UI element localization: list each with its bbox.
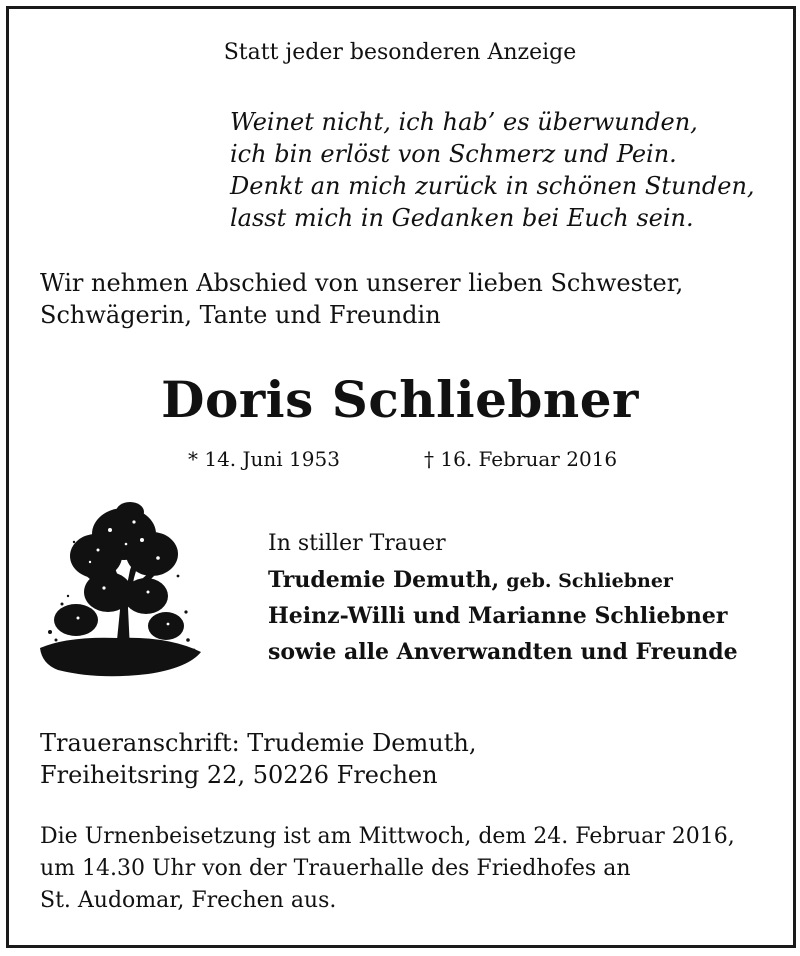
deceased-name: Doris Schliebner (161, 370, 639, 429)
poem-line: Weinet nicht, ich hab’ es überwunden, (230, 108, 698, 136)
address-line: Freiheitsring 22, 50226 Frechen (40, 761, 438, 789)
mourner-line: sowie alle Anverwandten und Freunde (268, 639, 738, 665)
intro-line: Wir nehmen Abschied von unserer lieben Schwester, (40, 269, 684, 297)
notice-heading: Statt jeder besonderen Anzeige (223, 40, 577, 65)
mourner-line: Heinz-Willi und Marianne Schliebner (268, 603, 728, 629)
burial-info-line: um 14.30 Uhr von der Trauerhalle des Friedhofes an (40, 856, 631, 881)
mourning-intro: In stiller Trauer (268, 531, 446, 556)
poem-line: ich bin erlöst von Schmerz und Pein. (230, 140, 677, 168)
poem-line: lasst mich in Gedanken bei Euch sein. (230, 204, 694, 232)
burial-info-line: Die Urnenbeisetzung ist am Mittwoch, dem 24. Februar 2016, (40, 824, 735, 849)
poem-line: Denkt an mich zurück in schönen Stunden, (230, 172, 755, 200)
birth-date: * 14. Juni 1953 (188, 447, 340, 471)
mourner-name: Trudemie Demuth, (268, 567, 500, 593)
death-date: † 16. Februar 2016 (424, 447, 618, 471)
tree-icon (38, 500, 203, 685)
mourner-maiden-name: geb. Schliebner (506, 570, 673, 592)
burial-info-line: St. Audomar, Frechen aus. (40, 888, 337, 913)
address-line: Traueranschrift: Trudemie Demuth, (40, 729, 477, 757)
intro-line: Schwägerin, Tante und Freundin (40, 301, 441, 329)
mourner-line (268, 562, 673, 599)
